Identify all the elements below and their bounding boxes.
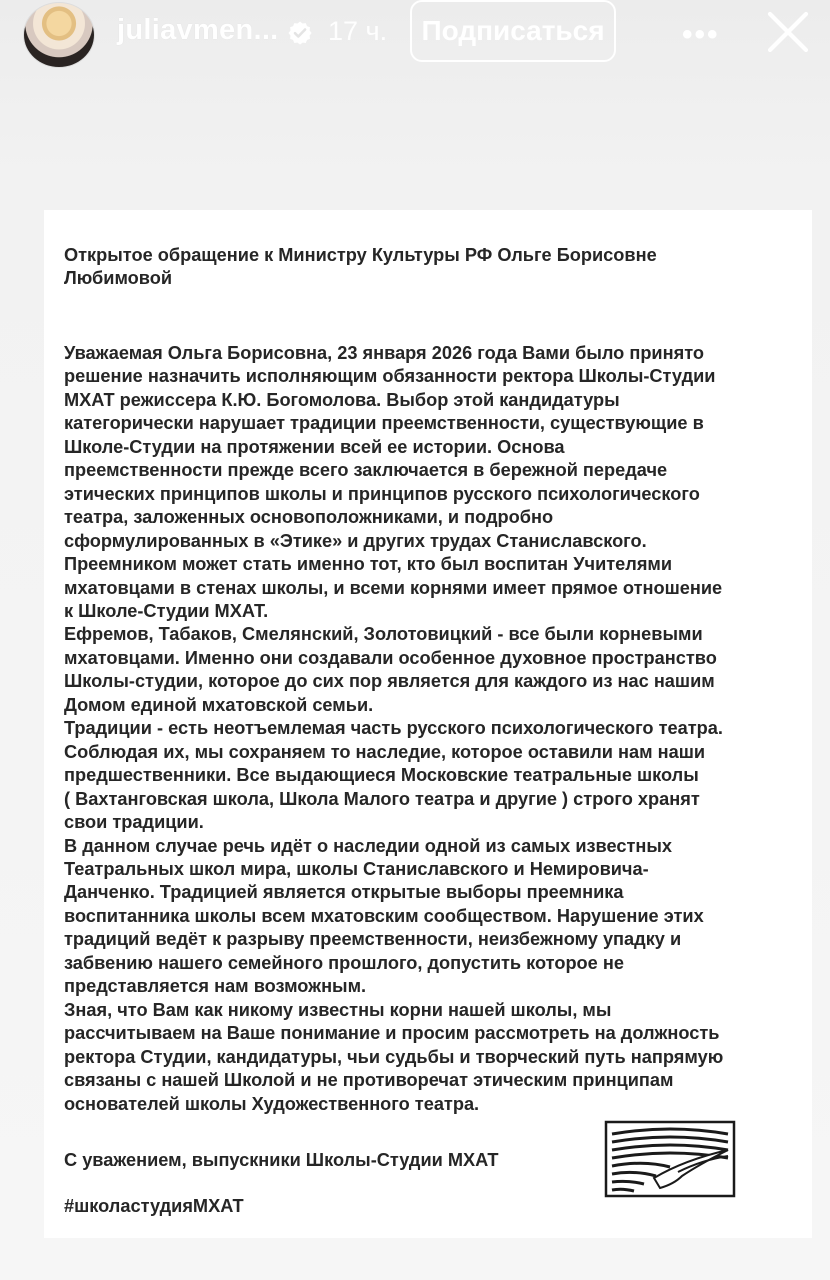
letter-line: решение назначить исполняющим обязанности ректора Школы-Студии [64, 366, 716, 387]
letter-line: традиций ведёт к разрыву преемственности, неизбежному упадку и [64, 929, 682, 950]
letter-line: Преемником может стать именно тот, кто был воспитан Учителями [64, 554, 673, 575]
letter-line: рассчитываем на Ваше понимание и просим рассмотреть на должность [64, 1023, 720, 1044]
letter-line: свои традиции. [64, 812, 204, 833]
username[interactable]: juliavmen... [117, 14, 279, 46]
letter-line: Соблюдая их, мы сохраняем то наследие, которое оставили нам наши [64, 741, 706, 762]
letter-line: ( Вахтанговская школа, Школа Малого театра и другие ) строго хранят [64, 788, 700, 809]
letter-line: Школе-Студии на протяжении всей ее истории. Основа [64, 436, 565, 457]
title-line: Открытое обращение к Министру Культуры РФ Ольге Борисовне [64, 245, 657, 265]
letter-line: категорически нарушает традиции преемственности, существующие в [64, 413, 704, 434]
letter-line: мхатовцами в стенах школы, и всеми корнями имеет прямое отношение [64, 577, 723, 598]
letter-line: предшественники. Все выдающиеся Московские театральные школы [64, 765, 699, 786]
letter-line: к Школе-Студии МХАТ. [64, 600, 269, 621]
signature: С уважением, выпускники Школы-Студии МХАТ [64, 1150, 499, 1170]
letter-line: мхатовцами. Именно они создавали особенное духовное пространство [64, 647, 717, 668]
letter-line: Данченко. Традицией является открытые выборы преемника [64, 882, 624, 903]
letter-line: Школы-студии, которое до сих пор является для каждого из нас нашим [64, 671, 715, 692]
letter-line: Театральных школ мира, школы Станиславского и Немировича- [64, 858, 649, 879]
story-header [0, 0, 830, 70]
letter-body [64, 342, 789, 1116]
close-icon[interactable] [765, 9, 811, 55]
letter-line: театра, заложенных основоположниками, и подробно [64, 507, 554, 528]
letter-line: воспитанника школы всем мхатовским сообществом. Нарушение этих [64, 905, 704, 926]
mxat-seagull-logo-icon [604, 1120, 736, 1198]
letter-line: Зная, что Вам как никому известны корни нашей школы, мы [64, 999, 612, 1020]
verified-badge-icon [287, 20, 313, 46]
more-icon[interactable]: ••• [682, 18, 720, 51]
letter-line: представляется нам возможным. [64, 976, 367, 997]
letter-line: Домом единой мхатовской семьи. [64, 694, 374, 715]
letter-line: забвению нашего семейного прошлого, допустить которое не [64, 952, 624, 973]
subscribe-button[interactable]: Подписаться [410, 0, 616, 62]
letter-line: МХАТ режиссера К.Ю. Богомолова. Выбор этой кандидатуры [64, 389, 620, 410]
hashtag[interactable]: #школастудияМХАТ [64, 1196, 244, 1216]
letter-card [44, 210, 812, 1238]
letter-line: ректора Студии, кандидатуры, чьи судьбы и творческий путь напрямую [64, 1046, 724, 1067]
letter-line: основателей школы Художественного театра. [64, 1093, 480, 1114]
letter-line: Уважаемая Ольга Борисовна, 23 января 2026 года Вами было принято [64, 343, 704, 363]
letter-line: В данном случае речь идёт о наследии одной из самых известных [64, 835, 673, 856]
title-line: Любимовой [64, 268, 173, 288]
post-time: 17 ч. [328, 16, 388, 46]
letter-line: сформулированных в «Этике» и других трудах Станиславского. [64, 530, 647, 551]
letter-line: преемственности прежде всего заключается в бережной передаче [64, 460, 668, 481]
avatar[interactable] [23, 2, 95, 68]
letter-line: Ефремов, Табаков, Смелянский, Золотовицкий - все были корневыми [64, 624, 703, 645]
letter-line: Традиции - есть неотъемлемая часть русского психологического театра. [64, 718, 723, 739]
letter-line: связаны с нашей Школой и не противоречат этическим принципам [64, 1070, 674, 1091]
letter-line: этических принципов школы и принципов русского психологического [64, 483, 700, 504]
letter-title [64, 244, 764, 290]
